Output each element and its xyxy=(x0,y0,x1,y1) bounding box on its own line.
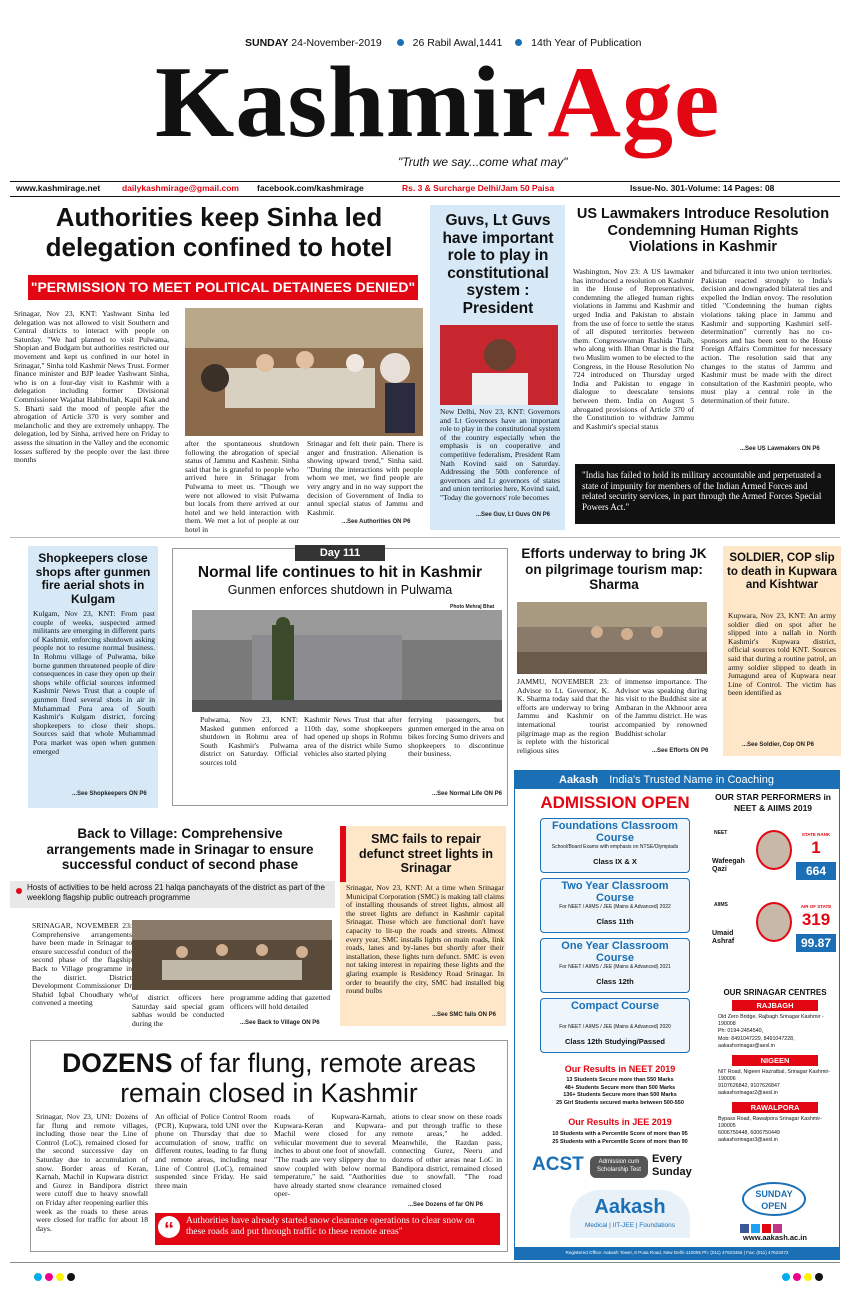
acst-note: Admission cum Scholarship Test xyxy=(590,1156,648,1178)
dot-icon xyxy=(67,1273,75,1281)
centre-line: NIT Road, Nigeen Hazratbal, Srinagar Kashmir- 190006 xyxy=(718,1068,831,1082)
course-card xyxy=(540,998,690,1053)
jee-result-line: 25 Students with a Percentile Score of more than 90 xyxy=(552,1138,688,1145)
centre-line: Ph: 0194-2454540, xyxy=(718,1028,764,1034)
centre-line: 9107626842, 9107626847 xyxy=(718,1082,780,1089)
ad-brand: Aakash xyxy=(559,774,599,786)
us-headline: US Lawmakers Introduce Resolution Condemning Human Rights Violations in Kashmir xyxy=(576,206,830,255)
star-rank: 319 xyxy=(801,910,831,929)
dozens-headline xyxy=(36,1048,502,1108)
dot-icon xyxy=(782,1273,790,1281)
price: Rs. 3 & Surcharge Delhi/Jam 50 Paisa xyxy=(402,183,555,193)
ad-slogan: India's Trusted Name in Coaching xyxy=(609,774,774,786)
village-meeting-image xyxy=(132,920,332,990)
website[interactable]: www.kashmirage.net xyxy=(16,183,101,193)
star-label: AIR OF STATE xyxy=(800,904,832,909)
email[interactable]: dailykashmirage@gmail.com xyxy=(122,183,239,193)
soldier-see: ...See Soldier, Cop ON P6 xyxy=(742,742,815,748)
star-title: OUR STAR PERFORMERS in NEET & AIIMS 2019 xyxy=(714,792,831,813)
dot-icon xyxy=(793,1273,801,1281)
star-list xyxy=(712,828,838,978)
masthead-title xyxy=(155,48,745,158)
course-class: Class 12th Studying/Passed xyxy=(564,1037,666,1046)
centre-list xyxy=(712,1000,838,1176)
shop-see: ...See Shopkeepers ON P6 xyxy=(72,791,147,797)
normal-col1: Pulwama, Nov 23, KNT: Masked gunmen enforced a shutdown in Rohmu area of South Kashmir's Pulwama district on Saturday. Official sources told xyxy=(200,715,298,767)
dozens-headline-bold: DOZENS xyxy=(62,1048,173,1078)
facebook-icon[interactable] xyxy=(740,1224,749,1233)
efforts-col1: JAMMU, NOVEMBER 23: Advisor to Lt. Governor, K. K. Sharma today said that the efforts are underway to bring Jammu and Kashmir on international tourist pilgrimage map as the region is replete with the historical religious sites xyxy=(517,677,609,755)
course-card xyxy=(540,818,690,873)
neet-result-line: 136+ Students Secure more than 500 Marks xyxy=(563,1092,677,1098)
dozens-col4: ations to clear snow on these roads and put through traffic to these remote areas," he added. Meanwhile, the Razdan pass, connecting Gurez, Neeru and dozens of other areas near LoC in Bandipora district, remained closed due to snowfall. "The road remained closed xyxy=(392,1112,502,1190)
lead-col3: Srinagar and felt their pain. There is anger and frustration. Alienation is showing upward trend," Sinha said. "During the interactions with people whom we met, we find people are very angry and in no way support the decision of Government of India to annul special status of Jammu and Kashmir. xyxy=(307,439,423,517)
star-tag: AIIMS xyxy=(714,902,728,908)
masthead-tagline: "Truth we say...come what may" xyxy=(398,155,568,169)
masthead-name-1: Kashmir xyxy=(155,46,548,159)
jee-results xyxy=(530,1131,710,1146)
normal-sub: Gunmen enforces shutdown in Pulwama xyxy=(227,583,453,597)
star-score: 664 xyxy=(796,862,836,880)
neet-results xyxy=(530,1077,710,1107)
shutdown-photo-image xyxy=(192,610,502,712)
centre-line: Old Zero Bridge, Rajbagh Srinagar Kashmir - 190008 xyxy=(718,1014,824,1027)
star-card xyxy=(712,828,838,896)
meeting-photo-image xyxy=(185,308,423,436)
twitter-icon[interactable] xyxy=(751,1224,760,1233)
star-name: Wafeegah Qazi xyxy=(712,858,745,873)
lead-see: ...See Authorities ON P6 xyxy=(342,519,411,525)
lead-col1: Srinagar, Nov 23, KNT: Yashwant Sinha led delegation was not allowed to visit Southern and Central districts to interact with people on Saturday. "We had planned to visit Pulwama, Shopian and Budgam but authorities restricted our movement and kept us confined in our hotel in Srinagar," Sinha told Kashmir News Trust. Former finance minister and BJP leader Yashwant Sinha, who is on a four-day visit to Kashmir with a delegation including former Divisional Commissioner Wajahat Habibullah, Kapil Kak and S. Bharti said the mood of people after the abrogation of Article 370 is very somber and melancholic and they are extremely unhappy. The delegation, led by Sinha, arrived here on Friday to assess the situation in the Valley and the economic losses suffered by the people over the last three months xyxy=(14,309,169,465)
course-desc: For NEET / AIIMS / JEE (Mains & Advanced) 2022 xyxy=(559,904,671,910)
village-col3: programme adding that gazetted officers will hold detailed xyxy=(230,993,330,1011)
soldier-body: Kupwara, Nov 23, KNT: An army soldier died on spot after he slipped into a nallah in North Kashmir's Kupwara district, official sources told KNT. Sources said that during a routine patrol, an army soldier slipped to death in Jumagund area of Kupwara near Line of Control. The victim has been identified as xyxy=(728,611,836,698)
dateline-day: SUNDAY xyxy=(245,37,289,49)
lead-headline: Authorities keep Sinha led delegation confined to hotel xyxy=(45,202,393,262)
ad-topbar xyxy=(515,771,839,789)
soldier-headline: SOLDIER, COP slip to death in Kupwara and Kishtwar xyxy=(727,552,837,591)
smc-redbar xyxy=(340,826,346,882)
dot-icon xyxy=(515,39,522,46)
avatar xyxy=(756,902,792,942)
social-icons xyxy=(740,1220,820,1230)
dateline-hijri: 26 Rabil Awal,1441 xyxy=(412,37,503,49)
efforts-headline: Efforts underway to bring JK on pilgrimage tourism map: Sharma xyxy=(521,546,707,592)
guvs-headline: Guvs, Lt Guvs have important role to play in constitutional system : President xyxy=(442,212,554,317)
guvs-photo xyxy=(440,325,558,405)
registration-marks xyxy=(34,1268,94,1278)
star-name: Umaid Ashraf xyxy=(712,930,735,945)
dozens-col1: Srinagar, Nov 23, UNI: Dozens of far flung and remote villages, including those near the Line of Control (LoC), remained closed for the second successive day on Saturday due to accumulation of snow. Border areas of Keran, Karnah, Machil in Kupwara district and Gurez in Bandipora district were cutoff due to heavy snowfall on Friday after reopening earlier this week as the roads to these areas were closed for traffic for about 18 days. xyxy=(36,1112,148,1233)
ad-admission: ADMISSION OPEN xyxy=(540,793,690,812)
centres-title: OUR SRINAGAR CENTRES xyxy=(723,988,827,997)
dozens-quote: Authorities have already started snow clearance operations to clear snow on these roads and put through traffic to these remote areas" xyxy=(186,1216,475,1237)
course-list xyxy=(540,818,690,1058)
village-see: ...See Back to Village ON P6 xyxy=(240,1020,320,1026)
quote-icon: “ xyxy=(158,1216,180,1238)
avatar xyxy=(756,830,792,870)
us-quote: "India has failed to hold its military accountable and perpetuated a state of impunity for members of the Indian Armed Forces and related security services, in part through the Armed Forces Special Powers Act." xyxy=(575,464,835,524)
centre-line: 6006750448, 6006750449 xyxy=(718,1129,780,1136)
star-label: STATE RANK xyxy=(801,832,831,837)
lead-banner: "PERMISSION TO MEET POLITICAL DETAINEES DENIED" xyxy=(28,275,418,300)
course-class: Class 12th xyxy=(596,977,634,986)
dot-icon xyxy=(45,1273,53,1281)
facebook[interactable]: facebook.com/kashmirage xyxy=(257,183,364,193)
smc-body: Srinagar, Nov 23, KNT: At a time when Srinagar Municipal Corporation (SMC) is making tall claims of installing thousands of street lights, almost all the street lights are defunct in Kashmir capital Srinagar. Those which are functional don't have capacity to lit-up the roads and streets. Almost every year, SMC installs lights on main roads, link roads, lanes and by-lanes but shortly after their installation, these lights turn defunct. SMC is even not taking interest in repairing these lights and the glaring example is Residency Road Srinagar. In order to beautify the city, SMC had installed big round bulbs xyxy=(346,883,504,996)
ad-registered: Registered Office: Aakash Tower, 8 Pusa Road, New Delhi-110005 Ph: (011) 47623456 | Fax: (011) 47623472 xyxy=(515,1247,839,1259)
normal-day-tag: Day 111 xyxy=(295,545,385,561)
course-name: Compact Course xyxy=(570,1000,660,1012)
info-strip xyxy=(10,181,840,197)
centre-line: aakashsrinagar2@aesl.in xyxy=(718,1090,778,1096)
star-score: 99.87 xyxy=(796,934,836,952)
lead-col2: after the spontaneous shutdown following the abrogation of special status of Jammu and Kashmir. Sinha said that he is grateful to people who arrived here in Srinagar from Pulwama to meet us. "Though we were not allowed to visit Pulwama but locals from there arrived at our hotel and we held interaction with them. We met a lot of people at our hotel in xyxy=(185,439,299,534)
guvs-body: New Delhi, Nov 23, KNT: Governors and Lt Governors have an important role to play in the constitutional system of the country especially when the emphasis is on cooperative and competitive federalism, President Ram Nath Kovind said on Saturday. Addressing the 50th conference of governors and Lt governors of states and union territories here, Kovind said, "Today the governors' role becomes xyxy=(440,407,560,502)
neet-result-line: 48+ Students Secure more than 500 Marks xyxy=(564,1084,676,1091)
neet-result-line: 25 Girl Students secured marks between 500-550 xyxy=(556,1099,684,1106)
acst-label: ACST xyxy=(532,1154,584,1175)
star-rank: 1 xyxy=(811,838,821,857)
course-class: Class 11th xyxy=(596,917,634,926)
normal-col3: ferrying passengers, but gunmen emerged in the area on bikes forcing Sumo drivers and shopkeepers to discontinue their business. xyxy=(408,715,504,759)
star-tag: NEET xyxy=(714,830,728,836)
divider xyxy=(10,537,840,538)
masthead-name-2: Age xyxy=(547,46,721,159)
village-bullet: Hosts of activities to be held across 21 halqa panchayats of the district as part of the weeklong flagship public outreach programme xyxy=(27,883,325,902)
neet-title: Our Results in NEET 2019 xyxy=(564,1064,676,1074)
normal-photo xyxy=(192,610,502,712)
neet-result-line: 13 Students Secure more than 550 Marks xyxy=(566,1077,674,1083)
efforts-see: ...See Efforts ON P6 xyxy=(652,748,709,754)
us-col1: Washington, Nov 23: A US lawmaker has introduced a resolution on Kashmir in the House of Representatives, condemning the alleged human rights violations in Jammu and Kashmir and urged India and Pakistan to abstain from the use of force to settle the status of all disputed territories between them. Congresswoman Rashida Tlaib, who along with Ilhan Omar is the first two Muslim women to be elected to the Congress, in the House Resolution No 724 introduced on Thursday urged India and Pakistan to engage in dialogue to deescalate tensions between them. India on August 5 abrogated provisions of Article 370 of the Constitution to withdraw Jammu and Kashmir's special status xyxy=(573,267,694,431)
normal-headline: Normal life continues to hit in Kashmir xyxy=(197,564,483,581)
every-sunday: Every Sunday xyxy=(652,1153,692,1178)
centre-line: Bypass Road, Rawalpora Srinagar Kashmir- 190005 xyxy=(718,1115,822,1129)
sunday-open: SUNDAY OPEN xyxy=(742,1182,806,1216)
village-col1: SRINAGAR, NOVEMBER 23: Comprehensive arrangements have been made in Srinagar to ensure successful conduct of the second phase of the flagship Back to Village programme in the district. District Development Commissioner Dr Shahid Iqbal Choudhary who convened a meeting xyxy=(32,921,132,1008)
lead-photo xyxy=(185,308,423,436)
centre-line: Mob: 8491047229, 8491047228, xyxy=(718,1035,795,1042)
course-desc: For NEET / AIIMS / JEE (Mains & Advanced) 2020 xyxy=(559,1024,671,1030)
shop-headline: Shopkeepers close shops after gunmen fire aerial shots in Kulgam xyxy=(35,551,151,606)
us-col2: and bifurcated it into two union territories. Pakistan reacted strongly to India's decision and downgraded bilateral ties and expelled the Indian envoy. The resolution titled "Condemning the human rights violations taking place in Jammu and Kashmir and supporting Kashmiri self-determination" currently has no co-sponsors and has been sent to the House Foreign Affairs Committee for necessary action. The resolution said that any changes to the status of Jammu and Kashmir must be made with the direct consultation of the Kashmiri people, who must play a central role in the determination of their future. xyxy=(701,267,832,405)
village-photo xyxy=(132,920,332,990)
dot-icon xyxy=(804,1273,812,1281)
dozens-col3: roads of Kupwara-Karnah, Kupwara-Keran and Kupwara-Machil were closed for any vehicular movement due to several inches to about one foot of snowfall. "The roads are very slippery due to snow coupled with below normal temperature," he said. "Authorities have already started snow clearance oper- xyxy=(274,1112,386,1199)
youtube-icon[interactable] xyxy=(762,1224,771,1233)
centre-name: RAWALPORA xyxy=(732,1102,818,1113)
dot-icon xyxy=(34,1273,42,1281)
dot-icon xyxy=(815,1273,823,1281)
us-see: ...See US Lawmakers ON P6 xyxy=(740,446,820,452)
normal-see: ...See Normal Life ON P6 xyxy=(432,791,503,797)
normal-col2: Kashmir News Trust that after 110th day, some shopkeepers had opened up shops in Rohmu area of the district while Sumo vehicles also started plying xyxy=(304,715,402,759)
smc-headline: SMC fails to repair defunct street lights in Srinagar xyxy=(358,832,494,875)
centre-line: aakashsrinagar@aesl.in xyxy=(718,1043,775,1049)
ad-site[interactable]: www.aakash.ac.in xyxy=(743,1233,807,1242)
course-desc: For NEET / AIIMS / JEE (Mains & Advanced) 2021 xyxy=(559,964,671,970)
efforts-photo xyxy=(517,602,707,674)
efforts-col2: of immense importance. The Advisor was speaking during his visit to the Buddhist site at Ambaran in the Akhnoor area of the Jammu district. He was accompanied by renowned Buddhist scholar xyxy=(615,677,707,738)
president-photo-image xyxy=(440,325,558,405)
dot-icon xyxy=(397,39,404,46)
dozens-headline-rest: of far flung, remote areas remain closed in Kashmir xyxy=(120,1048,476,1108)
dozens-see: ...See Dozens of far ON P6 xyxy=(408,1202,484,1208)
smc-see: ...See SMC fails ON P6 xyxy=(432,1012,497,1018)
issue: Issue-No. 301-Volume: 14 Pages: 08 xyxy=(630,183,775,193)
footer-rule xyxy=(10,1262,840,1263)
registration-marks xyxy=(782,1268,842,1278)
course-desc: School/Board Exams with emphasis on NTSE/Olympiads xyxy=(551,844,679,850)
guvs-see: ...See Guv, Lt Guvs ON P6 xyxy=(476,512,550,518)
course-card xyxy=(540,878,690,933)
course-name: Two Year Classroom Course xyxy=(561,880,669,904)
centre-name: NIGEEN xyxy=(732,1055,818,1066)
visit-photo-image xyxy=(517,602,707,674)
star-card xyxy=(712,900,838,968)
course-name: Foundations Classroom Course xyxy=(552,820,678,844)
bullet-icon xyxy=(16,888,22,894)
dateline-year: 14th Year of Publication xyxy=(531,37,642,49)
village-headline: Back to Village: Comprehensive arrangements made in Srinagar to ensure successful conduct of second phase xyxy=(46,826,314,872)
shop-body: Kulgam, Nov 23, KNT: From past couple of weeks, suspected armed militants are emerging in different parts of Kashmir, enforcing shutdown asking people not to resume normal business. In Rohmu village of Pulwama, bike borne gunmen threatened people of dire consequences in case they open up their shops while official sources informed Kashmir News Trust that a couple of gunmen fired several shots in air in Muhammad Pora area of South Kashmir's Kulgam district, forcing shopkeepers to close their shops. Sources said that whole Muhammad Pora market was open when gunmen emerged xyxy=(33,609,155,756)
dozens-col2: An official of Police Control Room (PCR), Kupwara, told UNI over the phone on Thursday that due to accumulation of snow, traffic on different routes, leading to far flung and remote areas, including near Line of Control (LoC), remained suspended since Friday. He said three main xyxy=(155,1112,267,1190)
normal-credit: Photo Mehraj Bhat xyxy=(450,604,495,610)
centre-line: aakashsrinagar3@aesl.in xyxy=(718,1137,778,1143)
instagram-icon[interactable] xyxy=(773,1224,782,1233)
centre-name: RAJBAGH xyxy=(732,1000,818,1011)
course-card xyxy=(540,938,690,993)
course-class: Class IX & X xyxy=(593,857,637,866)
dateline-date: 24-November-2019 xyxy=(291,37,382,49)
ad-foot-brand: Aakash xyxy=(594,1196,666,1218)
ad-foot-sub: Medical | IIT-JEE | Foundations xyxy=(584,1222,676,1229)
jee-result-line: 10 Students with a Percentile Score of more than 95 xyxy=(552,1131,688,1137)
course-name: One Year Classroom Course xyxy=(561,940,669,964)
village-col2: of district officers here Saturday said special gram sabhas would be conducted during the xyxy=(132,993,224,1028)
dot-icon xyxy=(56,1273,64,1281)
jee-title: Our Results in JEE 2019 xyxy=(568,1117,672,1127)
